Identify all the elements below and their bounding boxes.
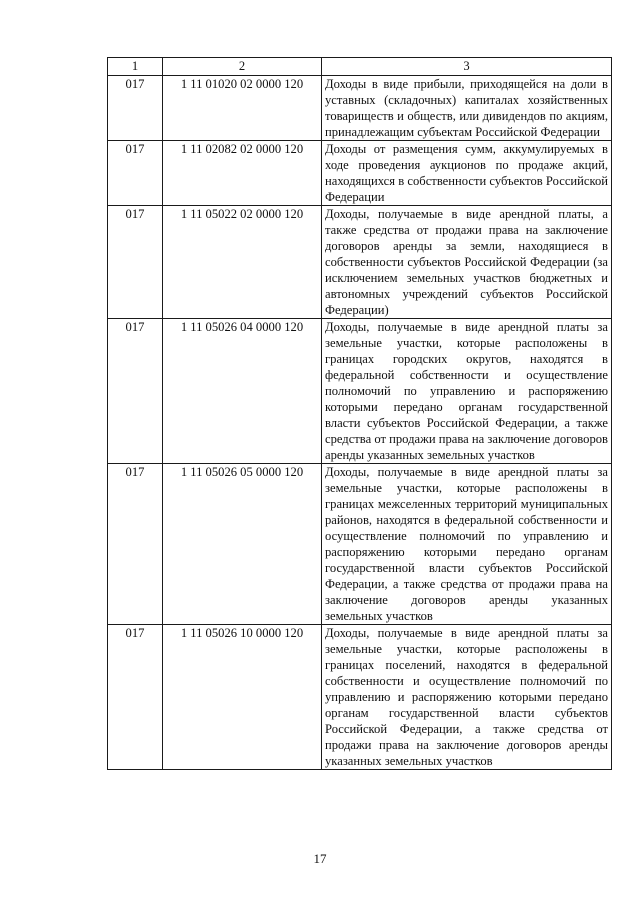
admin-code-cell: 017: [108, 76, 163, 141]
revenue-description-cell: Доходы от размещения сумм, аккумулируемых в ходе проведения аукционов по продаже акций, находящихся в собственности субъектов Российской Федерации: [322, 141, 612, 206]
page-number: 17: [313, 851, 327, 866]
revenue-code-cell: 1 11 02082 02 0000 120: [163, 141, 322, 206]
table-row: [108, 76, 612, 141]
admin-code-cell: 017: [108, 141, 163, 206]
table-row: [108, 141, 612, 206]
admin-code-cell: 017: [108, 464, 163, 625]
revenue-description-cell: Доходы, получаемые в виде арендной платы за земельные участки, которые расположены в границах межселенных территорий муниципальных районов, находятся в федеральной собственности и осуществление полномочий по управлению и распоряжению которыми передано органам государственной власти субъектов Российской Федерации, а также средства от продажи права на заключение договоров аренды указанных земельных участков: [322, 464, 612, 625]
table-row: [108, 464, 612, 625]
header-col-3: 3: [322, 58, 612, 76]
table-row: [108, 625, 612, 770]
table-row: [108, 206, 612, 319]
admin-code-cell: 017: [108, 625, 163, 770]
revenue-codes-table: [107, 57, 612, 770]
admin-code-cell: 017: [108, 319, 163, 464]
revenue-description-cell: Доходы, получаемые в виде арендной платы за земельные участки, которые расположены в границах городских округов, находятся в федеральной собственности и осуществление полномочий по управлению и распоряжению которыми передано органам государственной власти субъектов Российской Федерации, а также средства от продажи права на заключение договоров аренды указанных земельных участков: [322, 319, 612, 464]
revenue-code-cell: 1 11 05026 04 0000 120: [163, 319, 322, 464]
revenue-description-cell: Доходы в виде прибыли, приходящейся на доли в уставных (складочных) капиталах хозяйственных товариществ и обществ, или дивидендов по акциям, принадлежащим субъектам Российской Федерации: [322, 76, 612, 141]
revenue-code-cell: 1 11 01020 02 0000 120: [163, 76, 322, 141]
header-col-2: 2: [163, 58, 322, 76]
revenue-description-cell: Доходы, получаемые в виде арендной платы, а также средства от продажи права на заключение договоров аренды за земли, находящиеся в собственности субъектов Российской Федерации (за исключением земельных участков бюджетных и автономных учреждений субъектов Российской Федерации): [322, 206, 612, 319]
revenue-code-cell: 1 11 05022 02 0000 120: [163, 206, 322, 319]
header-col-1: 1: [108, 58, 163, 76]
table-row: [108, 319, 612, 464]
revenue-code-cell: 1 11 05026 10 0000 120: [163, 625, 322, 770]
admin-code-cell: 017: [108, 206, 163, 319]
revenue-description-cell: Доходы, получаемые в виде арендной платы за земельные участки, которые расположены в границах поселений, находятся в федеральной собственности и осуществление полномочий по управлению и распоряжению которыми передано органам государственной власти субъектов Российской Федерации, а также средства от продажи права на заключение договоров аренды указанных земельных участков: [322, 625, 612, 770]
table-header-row: [108, 58, 612, 76]
revenue-code-cell: 1 11 05026 05 0000 120: [163, 464, 322, 625]
